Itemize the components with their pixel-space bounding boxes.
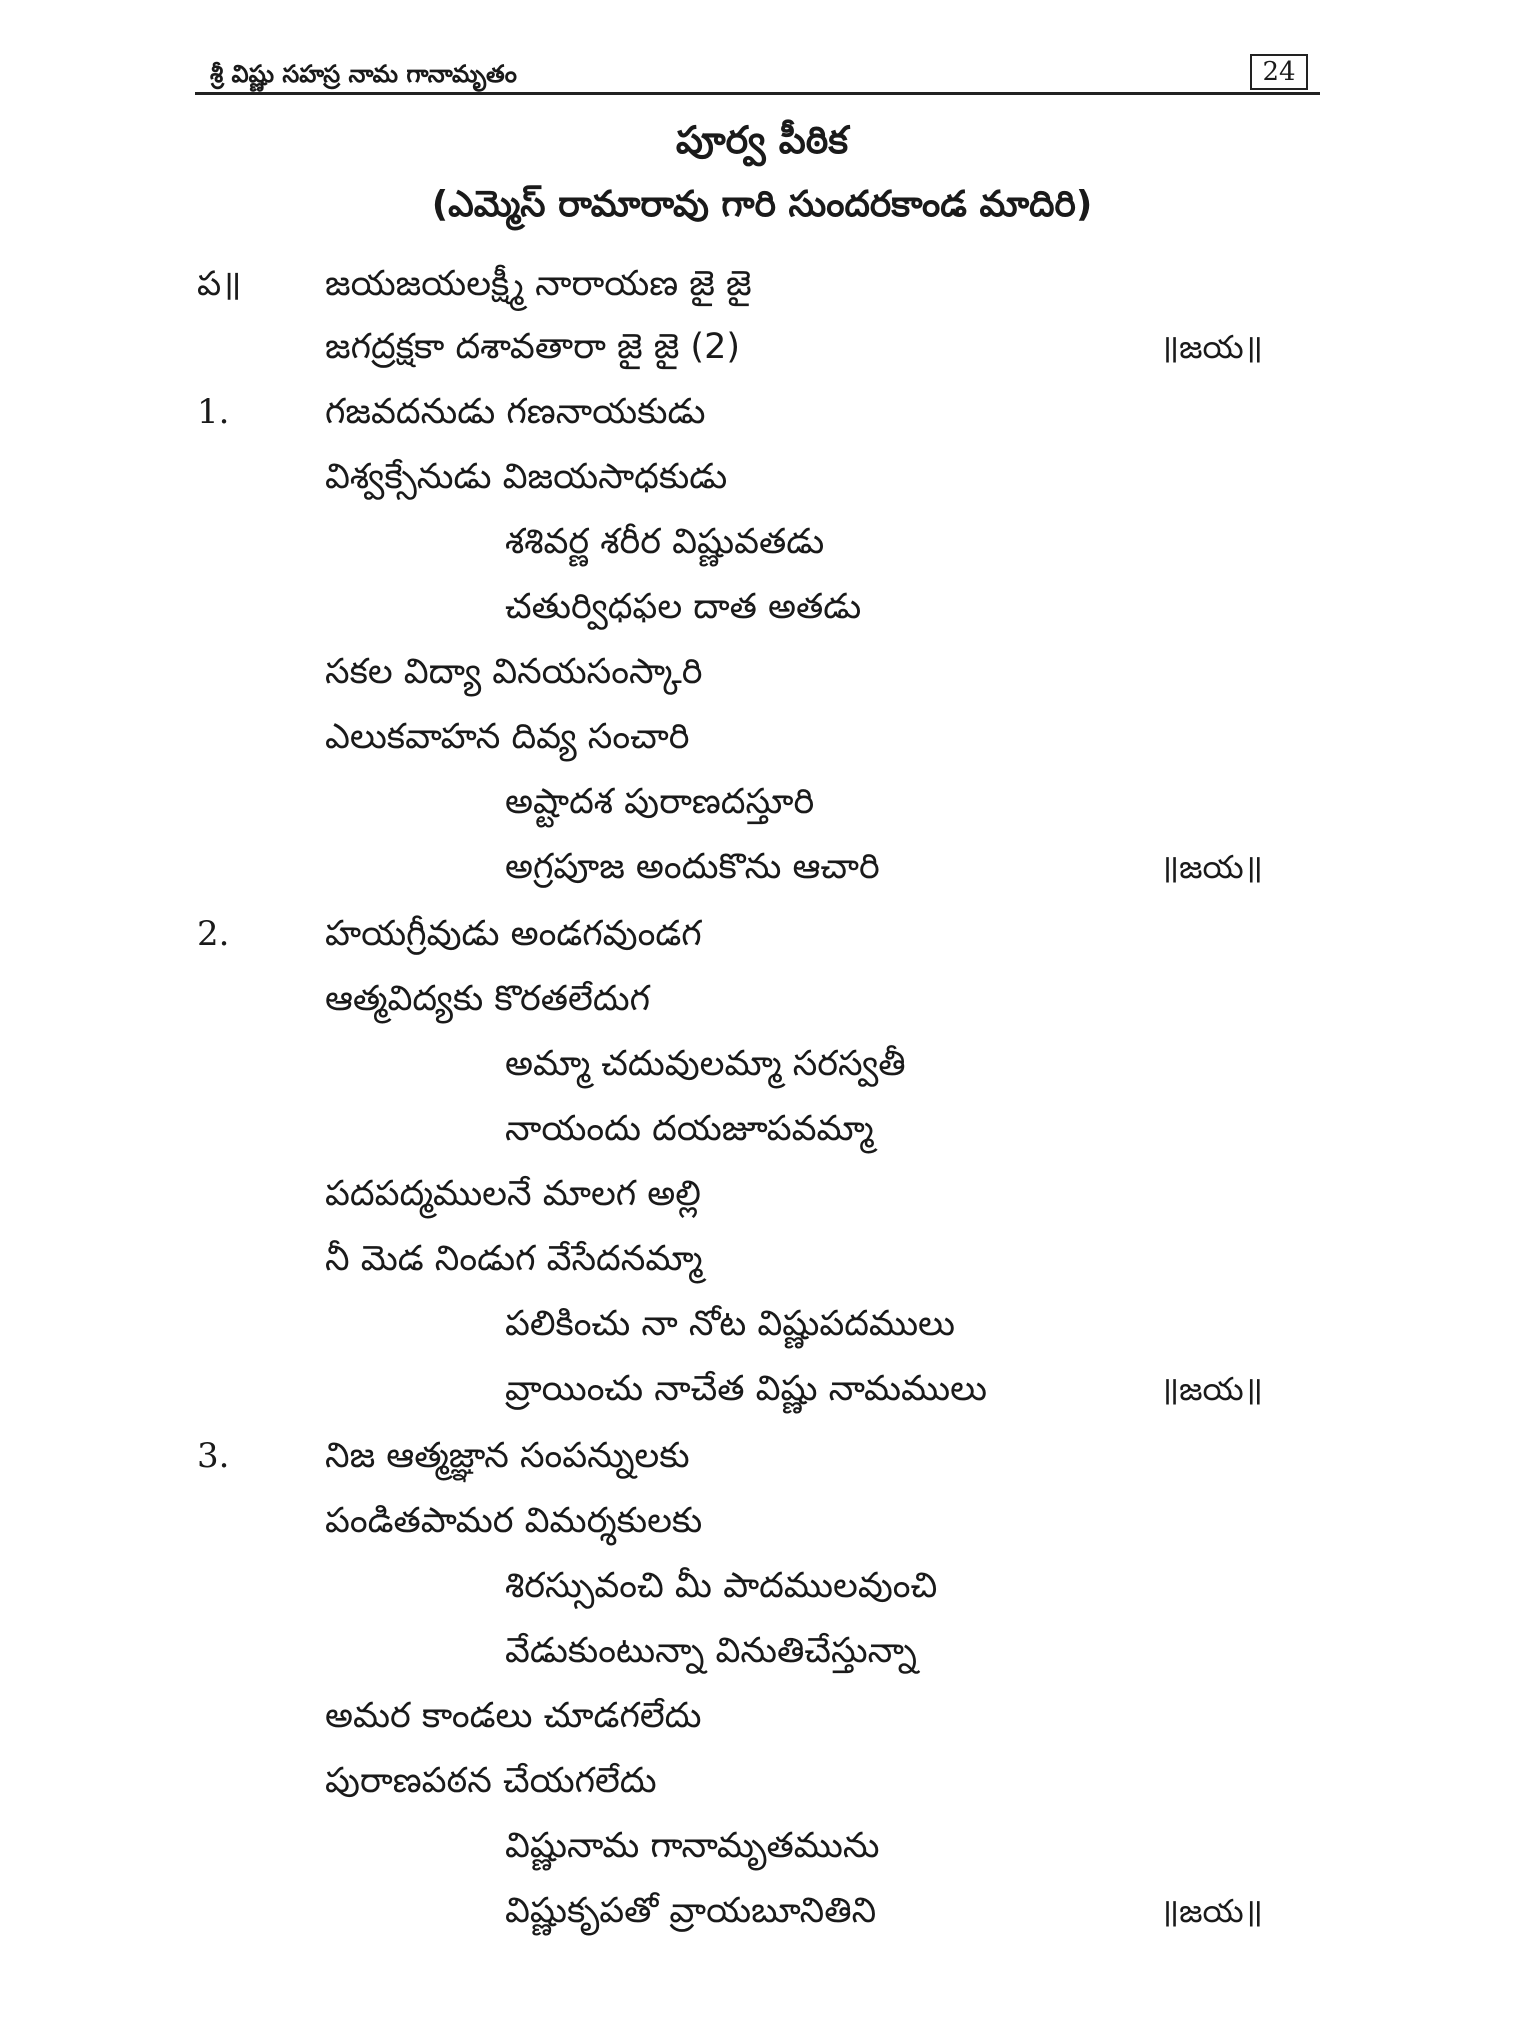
stanza-number: 2. [197,914,230,954]
verse-line: జగద్రక్షకా దశావతారా జై జై (2) [325,327,740,367]
refrain-mark: ॥జయ॥ [1160,1370,1263,1408]
verse-line: నీ మెడ నిండుగ వేసేదనమ్మా [325,1239,703,1279]
verse-line: వేడుకుంటున్నా వినుతిచేస్తున్నా [505,1631,917,1671]
verse-line: హయగ్రీవుడు అండగవుండగ [325,914,702,954]
verse-line: నాయందు దయజూపవమ్మా [505,1109,874,1149]
stanza-number: 1. [197,392,230,432]
verse-line: గజవదనుడు గణనాయకుడు [325,392,706,432]
verse-line: పలికించు నా నోట విష్ణుపదములు [505,1304,955,1344]
verse-line: పురాణపఠన చేయగలేదు [325,1761,657,1801]
verse-line: ఎలుకవాహన దివ్య సంచారి [325,717,690,757]
verse-line: చతుర్విధఫల దాత అతడు [505,587,862,627]
verse-line: పండితపామర విమర్శకులకు [325,1501,703,1541]
verse-line: శిరస్సువంచి మీ పాదములవుంచి [505,1566,938,1606]
verse-line: విష్ణునామ గానామృతమును [505,1826,880,1866]
refrain-mark: ॥జయ॥ [1160,1892,1263,1930]
running-header [195,54,1320,94]
stanza-number: 3. [197,1436,230,1476]
header-rule [195,92,1320,95]
page-number: 24 [1250,54,1308,90]
verse-line: అగ్రపూజ అందుకొను ఆచారి [505,847,880,887]
verse-line: శశివర్ణ శరీర విష్ణువతడు [505,522,825,562]
verse-line: నిజ ఆత్మజ్ఞాన సంపన్నులకు [325,1436,690,1476]
refrain-mark: ॥జయ॥ [1160,328,1263,366]
pallavi-marker: ప॥ [197,264,242,304]
verse-line: అమ్మా చదువులమ్మా సరస్వతీ [505,1044,906,1084]
page-subtitle: (ఎమ్మెస్ రామారావు గారి సుందరకాండ మాదిరి) [431,184,1093,225]
header-title: శ్రీ విష్ణు సహస్ర నామ గానామృతం [210,60,517,88]
verse-line: విశ్వక్సేనుడు విజయసాధకుడు [325,457,728,497]
verse-line: అమర కాండలు చూడగలేదు [325,1696,702,1736]
verse-line: పదపద్మములనే మాలగ అల్లి [325,1174,701,1214]
verse-line: సకల విద్యా వినయసంస్కారి [325,652,703,692]
verse-line: ఆత్మవిద్యకు కొరతలేదుగ [325,979,651,1019]
verse-line: విష్ణుకృపతో వ్రాయబూనితిని [505,1891,877,1931]
verse-line: జయజయలక్ష్మీ నారాయణ జై జై [325,264,752,304]
verse-line: అష్టాదశ పురాణదస్తూరి [505,782,815,822]
refrain-mark: ॥జయ॥ [1160,848,1263,886]
page-title: పూర్వ పీఠిక [675,118,849,162]
verse-line: వ్రాయించు నాచేత విష్ణు నామములు [505,1369,988,1409]
